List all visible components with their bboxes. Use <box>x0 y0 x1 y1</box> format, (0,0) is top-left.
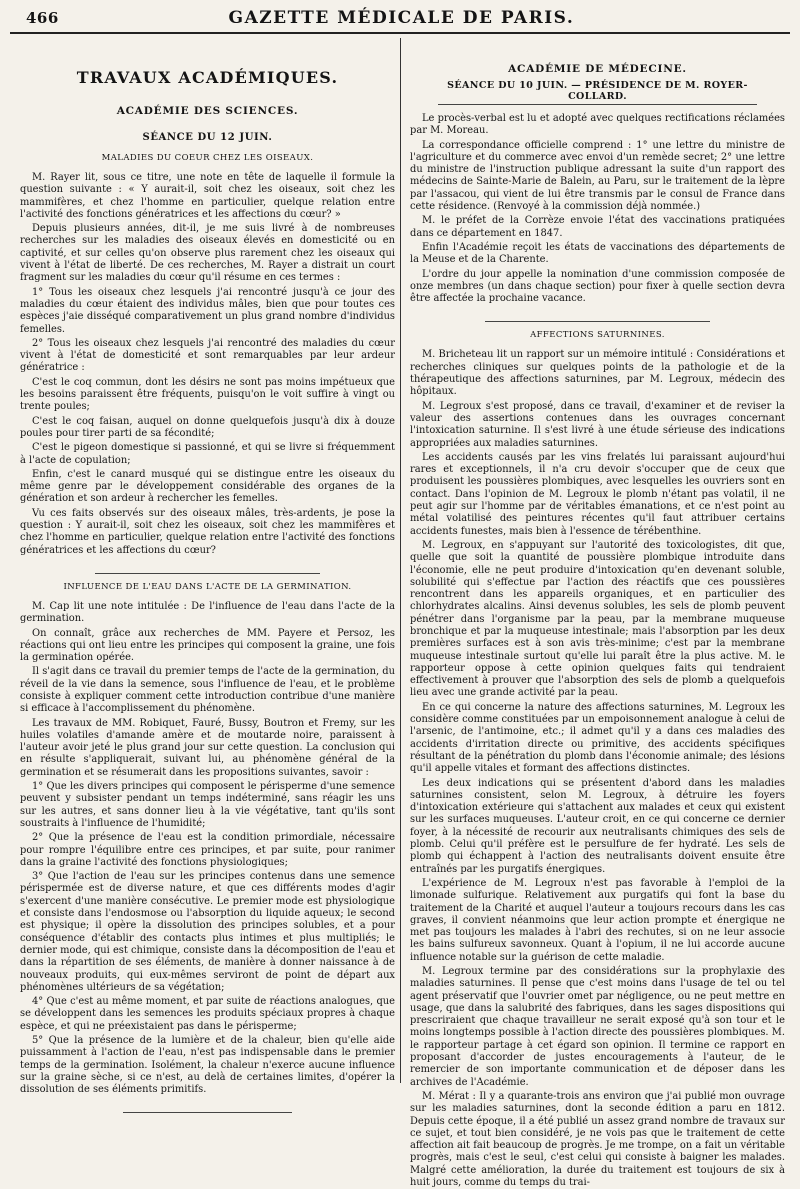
seance-heading: SÉANCE DU 12 JUIN. <box>142 132 273 143</box>
paragraph: C'est le coq commun, dont les désirs ne sont pas moins impétueux que les besoins paraissent être fréquents, puisqu'on le voit suffire à vingt ou trente poules; <box>20 376 395 413</box>
columns <box>10 38 790 1189</box>
paragraph: M. Bricheteau lit un rapport sur un mémoire intitulé : Considérations et recherches cliniques sur quelques points de la pathologie et de la thérapeutique des affections saturnines, par M. Legroux, médecin des hôpitaux. <box>410 349 785 398</box>
paragraph: C'est le coq faisan, auquel on donne quelquefois jusqu'à dix à douze poules pour tirer parti de sa fécondité; <box>20 415 395 439</box>
paragraph: M. le préfet de la Corrèze envoie l'état des vaccinations pratiquées dans ce département en 1847. <box>410 215 785 239</box>
academy-medecine-heading: ACADÉMIE DE MÉDECINE. <box>508 63 687 75</box>
paragraph: 3° Que l'action de l'eau sur les principes contenus dans une semence périspermée est de diverse nature, et que ces différents modes d'agir s'exercent d'une manière consécutive. Le premier mode est physiologique et consiste dans l'endosmose ou l'absorption du liquide aqueux; le second est physique; il opère la dissolution des principes solubles, et a pour conséquence d'établir des contacts plus intimes et plus multipliés; le dernier mode, qui est chimique, consiste dans la décomposition de l'eau et dans la répartition de ses éléments, de manière à donner naissance à de nouveaux produits, qui eux-mêmes serviront de point de départ aux phénomènes ultérieurs de sa végétation; <box>20 871 395 993</box>
divider <box>485 321 710 322</box>
left-column <box>10 38 401 1096</box>
paragraph: M. Rayer lit, sous ce titre, une note en tête de laquelle il formule la question suivante : « Y aurait-il, soit chez les oiseaux, soit chez les mammifères, et chez l'homme en particulier, quelque relation entre l'activité des fonctions génératrices et les affections du cœur? » <box>20 172 395 220</box>
paragraph: C'est le pigeon domestique si passionné, et qui se livre si fréquemment à l'acte de copulation; <box>20 442 395 466</box>
paragraph: L'expérience de M. Legroux n'est pas favorable à l'emploi de la limonade sulfurique. Relativement aux purgatifs qui font la base du traitement de la Charité et auquel l'auteur a toujours recours dans les cas graves, il convient néanmoins que leur action prompte et énergique ne met pas toujours les malades à l'abri des rechutes, si on ne leur associe les bains sulfureux savonneux. Quant à l'opium, il ne lui accorde aucune influence notable sur la guérison de cette maladie. <box>410 877 785 963</box>
heart-article <box>20 172 395 557</box>
academy-sciences-heading: ACADÉMIE DES SCIENCES. <box>116 105 299 117</box>
gazette-title: GAZETTE MÉDICALE DE PARIS. <box>228 8 575 28</box>
end-rule <box>123 1112 292 1113</box>
topic-heading-saturnine: AFFECTIONS SATURNINES. <box>530 330 665 341</box>
divider <box>95 573 320 574</box>
paragraph: En ce qui concerne la nature des affections saturnines, M. Legroux les considère comme constituées par un empoisonnement analogue à celui de l'arsenic, de l'antimoine, etc.; il admet qu'il y a dans ces maladies des accidents d'irritation directe ou primitive, des accidents spécifiques résultant de la pénétration du plomb dans l'économie animale; des lésions qu'il appelle vitales et formant des affections distinctes. <box>410 701 785 775</box>
paragraph: Le procès-verbal est lu et adopté avec quelques rectifications réclamées par M. Moreau. <box>410 113 785 137</box>
paragraph: M. Legroux s'est proposé, dans ce travail, d'examiner et de reviser la valeur des assertions contenues dans les ouvrages concernant l'intoxication saturnine. Il s'est livré à une étude sérieuse des indications appropriées aux maladies saturnines. <box>410 400 785 449</box>
paragraph: L'ordre du jour appelle la nomination d'une commission composée de onze membres (un dans chaque section) pour fixer à quelle section devra être affectée la prochaine vacance. <box>410 268 785 305</box>
paragraph: 1° Tous les oiseaux chez lesquels j'ai rencontré jusqu'à ce jour des maladies du cœur étaient des individus mâles, bien que pour toutes ces espèces j'aie disséqué comparativement un plus grand nombre d'individus femelles. <box>20 286 395 335</box>
paragraph: 2° Que la présence de l'eau est la condition primordiale, nécessaire pour rompre l'équilibre entre ces principes, et par suite, pour ranimer dans la graine l'activité des fonctions physiologiques; <box>20 832 395 868</box>
germination-article <box>20 601 395 1097</box>
paragraph: On connaît, grâce aux recherches de MM. Payere et Persoz, les réactions qui ont lieu entre les principes qui composent la graine, une fois la germination opérée. <box>20 627 395 664</box>
paragraph: M. Mérat : Il y a quarante-trois ans environ que j'ai publié mon ouvrage sur les maladies saturnines, dont la seconde édition a paru en 1812. Depuis cette époque, il a été publié un assez grand nombre de travaux sur ce sujet, et tout bien considéré, je ne vois pas que le traitement de cette affection ait fait beaucoup de progrès. Je me trompe, on a fait un véritable progrès, mais c'est le seul, c'est celui qui consiste à baigner les malades. Malgré cette amélioration, la durée du traitement est toujours de six à huit jours, comme du temps du trai- <box>410 1090 785 1189</box>
paragraph: Depuis plusieurs années, dit-il, je me suis livré à de nombreuses recherches sur les maladies des oiseaux élevés en domesticité ou en captivité, et sur celles qu'on observe plus rarement chez les oiseaux qui vivent à l'état de liberté. De ces recherches, M. Rayer a distrait un court fragment sur les maladies du cœur qu'il résume en ces termes : <box>20 223 395 284</box>
paragraph: Les travaux de MM. Robiquet, Fauré, Bussy, Boutron et Fremy, sur les huiles volatiles d'amande amère et de moutarde noire, paraissent à l'auteur avoir jeté le plus grand jour sur cette question. La conclusion qui en résulte s'appliquerait, suivant lui, au phénomène général de la germination et se résumerait dans les propositions suivantes, savoir : <box>20 717 395 778</box>
seance-heading: SÉANCE DU 10 JUIN. — PRÉSIDENCE DE M. ROYER-COLLARD. <box>438 80 757 105</box>
minutes-article <box>410 113 785 305</box>
topic-heading-germination: INFLUENCE DE L'EAU DANS L'ACTE DE LA GERMINATION. <box>63 581 352 592</box>
paragraph: Enfin l'Académie reçoit les états de vaccinations des départements de la Meuse et de la Charente. <box>410 241 785 266</box>
paragraph: Les deux indications qui se présentent d'abord dans les maladies saturnines consistent, selon M. Legroux, à détruire les foyers d'intoxication extérieure qui s'attachent aux malades et ceux qui existent sur les surfaces muqueuses. L'auteur croit, en ce qui concerne ce dernier foyer, à la nécessité de recourir aux neutralisants chimiques des sels de plomb. Celui qu'il préfère est le persulfure de fer hydraté. Les sels de plomb qui échappent à l'action des neutralisants doivent ensuite être entraînés par les purgatifs énergiques. <box>410 777 785 875</box>
paragraph: Les accidents causés par les vins frelatés lui paraissant aujourd'hui rares et exceptionnels, il n'a cru devoir s'occuper que de ceux que produisent les poussières plombiques, avec lesquelles les ouvriers sont en contact. Dans l'opinion de M. Legroux le plomb n'étant pas volatil, il ne peut agir sur l'homme par de véritables émanations, et ce n'est point au métal volatilisé des peintures récentes qu'il faut attribuer certains accidents funestes, mais bien à l'essence de térébenthine. <box>410 451 785 537</box>
paragraph: Il s'agit dans ce travail du premier temps de l'acte de la germination, du réveil de la vie dans la semence, sous l'influence de l'eau, et le problème consiste à expliquer comment cette introduction contribue d'une manière si efficace à l'accomplissement du phénomène. <box>20 666 395 715</box>
paragraph: Enfin, c'est le canard musqué qui se distingue entre les oiseaux du même genre par le développement considérable des organes de la génération et son ardeur à rechercher les femelles. <box>20 468 395 505</box>
paragraph: 4° Que c'est au même moment, et par suite de réactions analogues, que se développent dans les semences les produits spéciaux propres à chaque espèce, et qui ne préexistaient pas dans le périsperme; <box>20 996 395 1032</box>
paragraph: M. Legroux, en s'appuyant sur l'autorité des toxicologistes, dit que, quelle que soit la quantité de poussière plombique introduite dans l'économie, elle ne peut produire d'intoxication qu'en devenant soluble, solubilité qui s'effectue par l'action des réactifs que ces poussières rencontrent dans les appareils organiques, et en particulier des chlorhydrates alcalins. Ainsi devenus solubles, les sels de plomb peuvent pénétrer dans l'organisme par la peau, par la membrane muqueuse bronchique et par la muqueuse intestinale; mais l'absorption par les deux premières surfaces est à son avis très-minime; c'est par la membrane muqueuse intestinale surtout qu'elle lui paraît être la plus active. M. le rapporteur oppose à cette opinion quelques faits qui tendraient effectivement à prouver que l'absorption des sels de plomb a quelquefois lieu avec une grande activité par la peau. <box>410 539 785 699</box>
paragraph: 2° Tous les oiseaux chez lesquels j'ai rencontré des maladies du cœur vivent à l'état de domesticité et sont remarquables par leur ardeur génératrice : <box>20 337 395 374</box>
right-column <box>401 38 790 1189</box>
page-number: 466 <box>26 9 59 27</box>
paragraph: La correspondance officielle comprend : 1° une lettre du ministre de l'agriculture et du commerce avec envoi d'un remède secret; 2° une lettre du ministre de l'instruction publique adressant la suite d'un rapport des médecins de Sainte-Marie de Balein, au Paru, sur le traitement de la lèpre par l'assacou, qui vient de lui être transmis par le consul de France dans cette résidence. (Renvoyé à la commission déjà nommée.) <box>410 139 785 213</box>
saturnine-article <box>410 349 785 1189</box>
paragraph: Vu ces faits observés sur des oiseaux mâles, très-ardents, je pose la question : Y aurait-il, soit chez les oiseaux, soit chez les mammifères et chez l'homme en particulier, quelque relation entre l'activité des fonctions génératrices et les affections du cœur? <box>20 507 395 556</box>
topic-heading-heart: MALADIES DU COEUR CHEZ LES OISEAUX. <box>101 153 314 163</box>
section-title: TRAVAUX ACADÉMIQUES. <box>76 68 339 87</box>
paragraph: 5° Que la présence de la lumière et de la chaleur, bien qu'elle aide puissamment à l'action de l'eau, n'est pas indispensable dans le premier temps de la germination. Isolément, la chaleur n'exerce aucune influence sur la graine sèche, si ce n'est, au delà de certaines limites, d'opérer la dissolution de ses éléments primitifs. <box>20 1035 395 1096</box>
paragraph: M. Legroux termine par des considérations sur la prophylaxie des maladies saturnines. Il pense que c'est moins dans l'usage de tel ou tel agent préservatif que l'ouvrier omet par négligence, ou ne peut mettre en usage, que dans la salubrité des fabriques, dans les sages dispositions qui prescriraient que chaque travailleur ne serait exposé qu'à son tour et le moins longtemps possible à l'action directe des poussières plombiques. M. le rapporteur partage à cet égard son opinion. Il termine ce rapport en proposant d'accorder de justes encouragements à l'auteur, de le remercier de son importante communication et de déposer dans les archives de l'Académie. <box>410 966 785 1088</box>
paragraph: M. Cap lit une note intitulée : De l'influence de l'eau dans l'acte de la germination. <box>20 600 395 625</box>
paragraph: 1° Que les divers principes qui composent le périsperme d'une semence peuvent y subsister pendant un temps indéterminé, sans réagir les uns sur les autres, et sans donner lieu à la vie végétative, tant qu'ils sont soustraits à l'influence de l'humidité; <box>20 781 395 829</box>
page-header <box>10 8 790 34</box>
